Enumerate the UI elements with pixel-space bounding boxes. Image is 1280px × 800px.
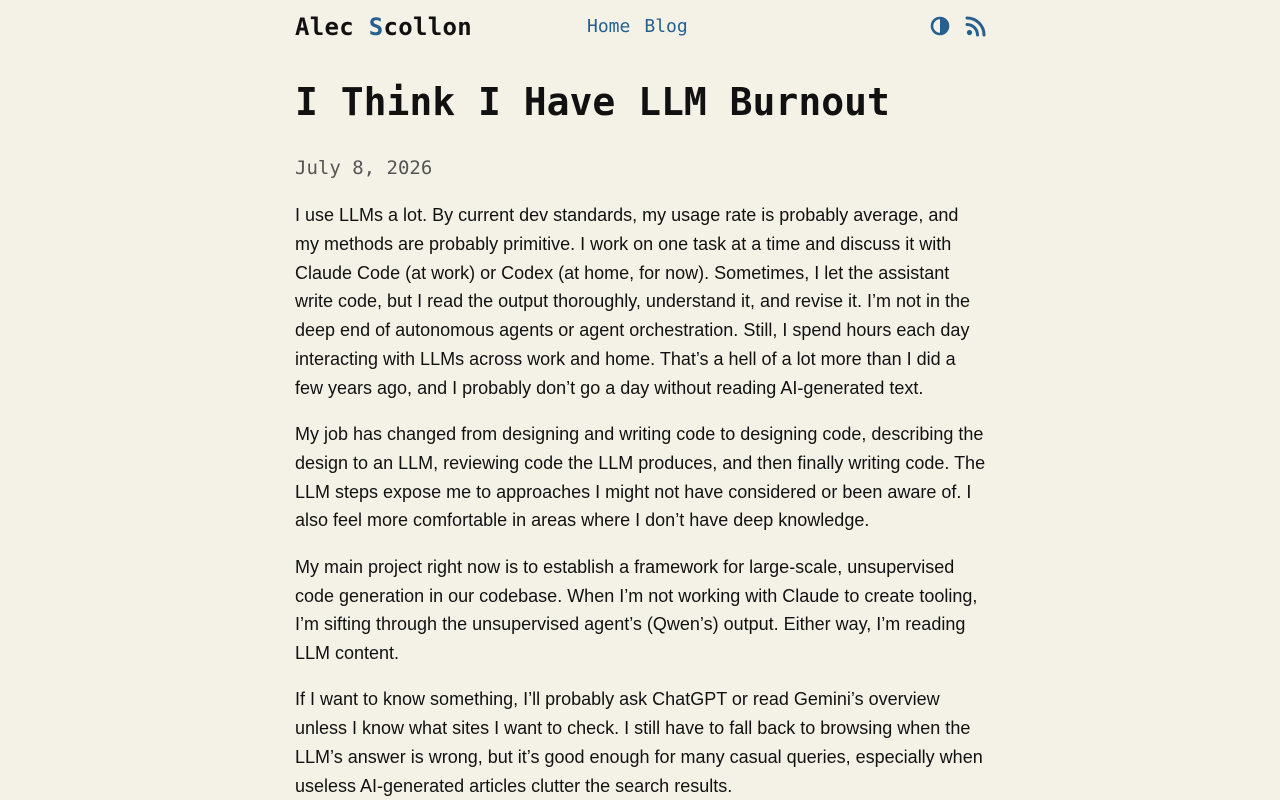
post-title: I Think I Have LLM Burnout (295, 80, 890, 124)
site-title-rest: collon (383, 13, 472, 41)
nav-blog-link[interactable]: Blog (644, 16, 688, 37)
nav-home-link[interactable]: Home (587, 16, 631, 37)
header-icons (929, 15, 987, 37)
post-body (295, 201, 987, 800)
site-title-accent: S (368, 13, 384, 41)
site-title-first: Alec (295, 13, 369, 41)
site-header (295, 0, 987, 54)
main-nav (587, 14, 702, 40)
paragraph: I use LLMs a lot. By current dev standards, my usage rate is probably average, and my methods are probably primitive. I work on one task at a time and discuss it with Claude Code (at work) or Codex (at home, for now). Sometimes, I let the assistant write code, but I read the output thoroughly, understand it, and revise it. I’m not in the deep end of autonomous agents or agent orchestration. Still, I spend hours each day interacting with LLMs across work and home. That’s a hell of a lot more than I did a few years ago, and I probably don’t go a day without reading AI-generated text. (295, 205, 971, 398)
paragraph: My main project right now is to establish a framework for large-scale, unsupervised code generation in our codebase. When I’m not working with Claude to create tooling, I’m sifting through the unsupervised agent’s (Qwen’s) output. Either way, I’m reading LLM content. (295, 556, 978, 664)
content-column (295, 0, 987, 796)
site-title-link[interactable] (295, 11, 472, 43)
paragraph: My job has changed from designing and writing code to designing code, describing the design to an LLM, reviewing code the LLM produces, and then finally writing code. The LLM steps expose me to approaches I might not have considered or been aware of. I also feel more comfortable in areas where I don’t have deep knowledge. (295, 424, 986, 531)
theme-toggle-icon[interactable] (929, 15, 951, 37)
paragraph: If I want to know something, I’ll probably ask ChatGPT or read Gemini’s overview unless I know what sites I want to check. I still have to fall back to browsing when the LLM’s answer is wrong, but it’s good enough for many casual queries, especially when useless AI-generated articles clutter the search results. (295, 689, 983, 796)
rss-icon[interactable] (965, 15, 987, 37)
post-date: July 8, 2026 (295, 157, 433, 179)
